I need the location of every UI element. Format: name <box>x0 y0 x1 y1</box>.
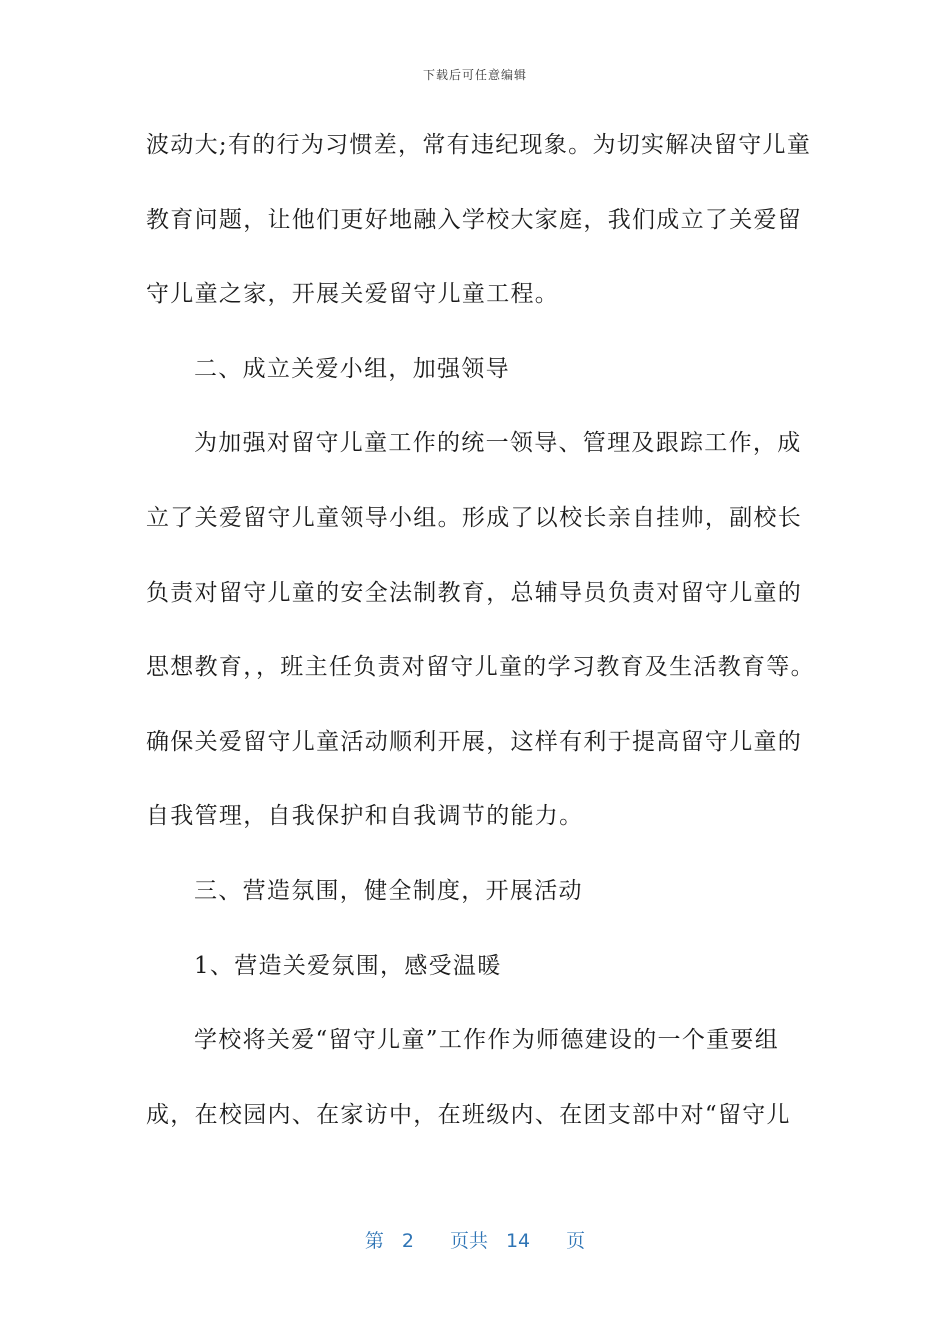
page-footer <box>0 1226 950 1253</box>
body-line: 负责对留守儿童的安全法制教育，总辅导员负责对留守儿童的 <box>146 579 803 606</box>
body-line: 守儿童之家，开展关爱留守儿童工程。 <box>146 281 560 308</box>
body-line: 学校将关爱“留守儿童”工作作为师德建设的一个重要组 <box>194 1027 780 1054</box>
body-line: 自我管理，自我保护和自我调节的能力。 <box>146 803 584 830</box>
footer-current-page: 2 <box>401 1230 414 1252</box>
page-header: 下载后可任意编辑 <box>422 68 527 82</box>
body-line: 波动大;有的行为习惯差，常有违纪现象。为切实解决留守儿童 <box>146 132 812 158</box>
subsection-heading: 1、营造关爱氛围，感受温暖 <box>194 952 502 979</box>
body-line: 为加强对留守儿童工作的统一领导、管理及跟踪工作，成 <box>194 430 802 457</box>
body-line: 思想教育，，班主任负责对留守儿童的学习教育及生活教育等。 <box>146 654 815 681</box>
body-line: 成，在校园内、在家访中，在班级内、在团支部中对“留守儿 <box>146 1101 791 1128</box>
body-line: 教育问题，让他们更好地融入学校大家庭，我们成立了关爱留 <box>146 206 803 233</box>
section-heading: 二、成立关爱小组，加强领导 <box>194 355 510 382</box>
footer-page-label: 第 <box>364 1230 384 1252</box>
section-heading: 三、营造氛围，健全制度，开展活动 <box>194 877 583 904</box>
body-line: 确保关爱留守儿童活动顺利开展，这样有利于提高留守儿童的 <box>146 728 803 755</box>
document-body <box>146 123 815 1167</box>
footer-of-label: 页共 <box>449 1230 488 1252</box>
footer-end-label: 页 <box>566 1230 586 1252</box>
body-line: 立了关爱留守儿童领导小组。形成了以校长亲自挂帅，副校长 <box>146 504 803 531</box>
footer-total-pages: 14 <box>505 1230 531 1252</box>
